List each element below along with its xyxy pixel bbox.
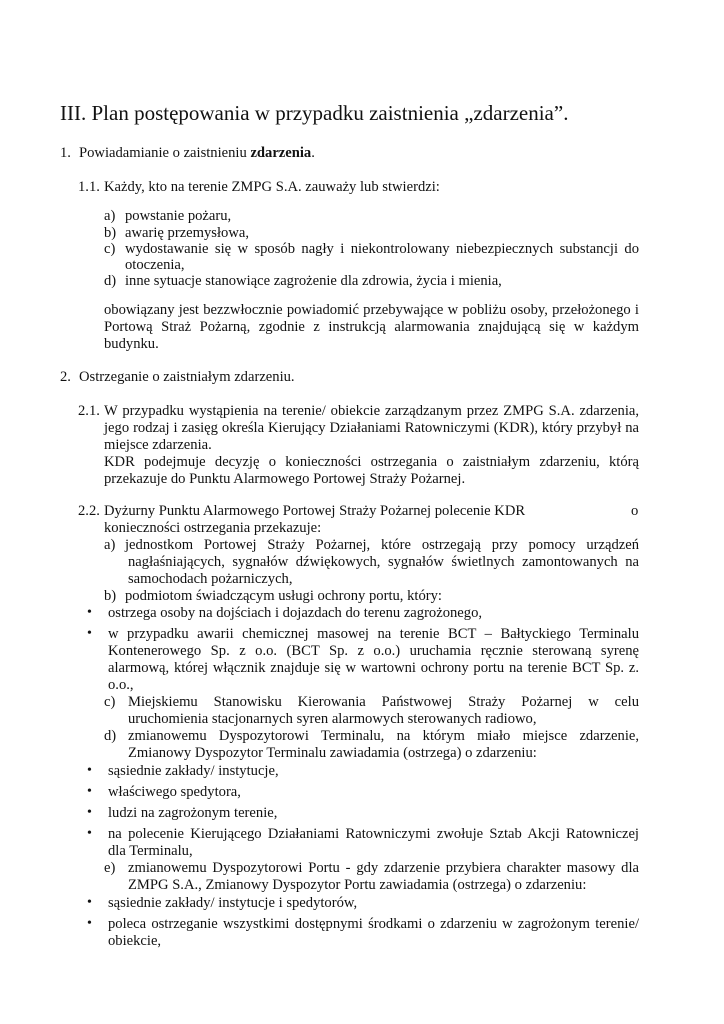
item-line: uruchomienia stacjonarnych syren alarmowych sterowanych radiowo, [128, 711, 537, 727]
item-line: zmianowemu Dyspozytorowi Portu - gdy zdarzenie przybiera charakter masowy dla [128, 860, 639, 876]
item-line: ZMPG S.A., Zmianowy Dyspozytor Portu zawiadamia (ostrzega) o zdarzeniu: [128, 877, 587, 893]
item-label: b) [104, 588, 117, 604]
section-1-1-number: 1.1. [78, 179, 100, 195]
item-line: podmiotom świadczącym usługi ochrony portu, który: [125, 588, 442, 604]
item-line: wydostawanie się w sposób nagły i niekontrolowany niebezpiecznych substancji do [125, 241, 639, 257]
bullet-line: poleca ostrzeganie wszystkimi dostępnymi środkami o zdarzeniu w zagrożonym terenie/ [108, 916, 639, 932]
closing-line: Portową Straż Pożarną, zgodnie z instrukcją alarmowania znajdującą się w każdym [104, 319, 639, 335]
item-line: Zmianowy Dyspozytor Terminalu zawiadamia (ostrzega) o zdarzeniu: [128, 745, 537, 761]
bullet-icon: • [87, 763, 92, 778]
item-line: inne sytuacje stanowiące zagrożenie dla zdrowia, życia i mienia, [125, 273, 502, 289]
bullet-line: ostrzega osoby na dojściach i dojazdach do terenu zagrożonego, [108, 605, 483, 621]
bullet-icon: • [87, 805, 92, 820]
item-label: d) [104, 728, 117, 744]
bullet-line: Kontenerowego Sp. z o.o. (BCT Sp. z o.o.) uruchamia ręcznie sterowaną syrenę [108, 643, 639, 659]
paragraph-line: Dyżurny Punktu Alarmowego Portowej Straży Pożarnej polecenie KDR [104, 503, 526, 519]
item-label: b) [104, 225, 117, 241]
section-title: III. Plan postępowania w przypadku zaistnienia „zdarzenia”. [60, 101, 569, 125]
item-label: c) [104, 241, 116, 257]
bullet-line: alarmową, której włącznik znajduje się w wartowni ochrony portu na terenie BCT Sp. z. [108, 660, 639, 676]
section-1-number: 1. [60, 145, 71, 161]
closing-line: budynku. [104, 336, 159, 352]
paragraph-line: konieczności ostrzegania przekazuje: [104, 520, 322, 536]
section-1-bold-word: zdarzenia [250, 145, 312, 161]
item-label: c) [104, 694, 116, 710]
bullet-line: o.o., [108, 677, 134, 693]
bullet-line: na polecenie Kierującego Działaniami Ratowniczymi zwołuje Sztab Akcji Ratowniczej [108, 826, 639, 842]
bullet-line: sąsiednie zakłady/ instytucje, [108, 763, 279, 779]
paragraph-line: KDR podejmuje decyzję o konieczności ostrzegania o zaistniałym zdarzeniu, którą [104, 454, 639, 470]
paragraph-line-end: o [631, 503, 639, 519]
section-2-heading: Ostrzeganie o zaistniałym zdarzeniu. [79, 369, 295, 385]
bullet-line: sąsiednie zakłady/ instytucje i spedytorów, [108, 895, 358, 911]
bullet-line: właściwego spedytora, [108, 784, 241, 800]
bullet-icon: • [87, 605, 92, 620]
item-label: a) [104, 208, 116, 224]
section-1-text: Powiadamianie o zaistnieniu [79, 145, 251, 161]
section-2-number: 2. [60, 369, 71, 385]
item-line: jednostkom Portowej Straży Pożarnej, które ostrzegają przy pomocy urządzeń [125, 537, 639, 553]
item-line: samochodach pożarniczych, [128, 571, 293, 587]
bullet-icon: • [87, 826, 92, 841]
closing-line: obowiązany jest bezzwłocznie powiadomić przebywające w pobliżu osoby, przełożonego i [104, 302, 639, 318]
bullet-line: w przypadku awarii chemicznej masowej na terenie BCT – Bałtyckiego Terminalu [108, 626, 639, 642]
bullet-icon: • [87, 784, 92, 799]
bullet-icon: • [87, 895, 92, 910]
paragraph-line: przekazuje do Punktu Alarmowego Portowej Straży Pożarnej. [104, 471, 466, 487]
item-line: zmianowemu Dyspozytorowi Terminalu, na którym miało miejsce zdarzenie, [128, 728, 639, 744]
item-line: powstanie pożaru, [125, 208, 232, 224]
section-2-1-number: 2.1. [78, 403, 100, 419]
item-line: awarię przemysłowa, [125, 225, 249, 241]
bullet-icon: • [87, 626, 92, 641]
bullet-line: obiekcie, [108, 933, 162, 949]
bullet-icon: • [87, 916, 92, 931]
bullet-line: ludzi na zagrożonym terenie, [108, 805, 278, 821]
item-line: nagłaśniających, sygnałów dźwiękowych, sygnałów świetlnych zamontowanych na [128, 554, 639, 570]
item-line: Miejskiemu Stanowisku Kierowania Państwowej Straży Pożarnej w celu [128, 694, 639, 710]
section-2-2-number: 2.2. [78, 503, 100, 519]
paragraph-line: W przypadku wystąpienia na terenie/ obiekcie zarządzanym przez ZMPG S.A. zdarzenia, [104, 403, 639, 419]
paragraph-line: jego rodzaj i zasięg określa Kierujący Działaniami Ratowniczymi (KDR), który przybył na [104, 420, 639, 436]
paragraph-line: miejsce zdarzenia. [104, 437, 212, 453]
item-label: d) [104, 273, 117, 289]
section-1-period: . [311, 145, 315, 161]
item-label: a) [104, 537, 116, 553]
section-1-heading [79, 145, 315, 162]
item-line: otoczenia, [125, 257, 185, 273]
item-label: e) [104, 860, 116, 876]
bullet-line: dla Terminalu, [108, 843, 193, 859]
section-1-1-text: Każdy, kto na terenie ZMPG S.A. zauważy lub stwierdzi: [104, 179, 440, 195]
